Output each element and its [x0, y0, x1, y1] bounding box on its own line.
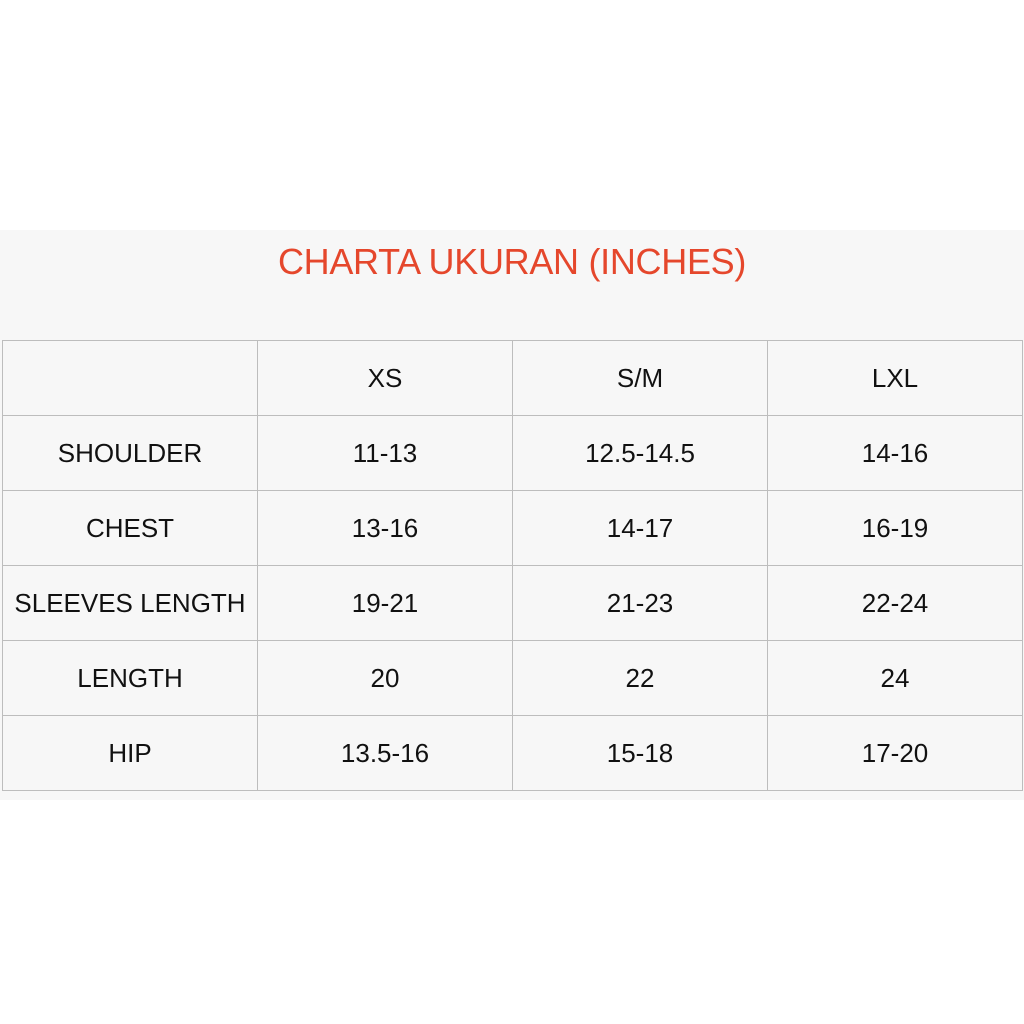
table-cell: 19-21 [258, 566, 513, 641]
table-cell: 15-18 [513, 716, 768, 791]
table-cell: 21-23 [513, 566, 768, 641]
column-header-sm: S/M [513, 341, 768, 416]
row-label-shoulder: SHOULDER [3, 416, 258, 491]
row-label-length: LENGTH [3, 641, 258, 716]
column-header-lxl: LXL [768, 341, 1023, 416]
row-label-sleeves-length: SLEEVES LENGTH [3, 566, 258, 641]
table-header-row [3, 341, 1023, 416]
table-cell: 14-16 [768, 416, 1023, 491]
table-corner-cell [3, 341, 258, 416]
row-label-hip: HIP [3, 716, 258, 791]
table-cell: 17-20 [768, 716, 1023, 791]
table-cell: 22-24 [768, 566, 1023, 641]
table-cell: 12.5-14.5 [513, 416, 768, 491]
table-row [3, 641, 1023, 716]
table-row [3, 566, 1023, 641]
table-cell: 14-17 [513, 491, 768, 566]
table-cell: 22 [513, 641, 768, 716]
table-row [3, 416, 1023, 491]
table-cell: 16-19 [768, 491, 1023, 566]
table-cell: 13.5-16 [258, 716, 513, 791]
table-row [3, 716, 1023, 791]
table-cell: 20 [258, 641, 513, 716]
column-header-xs: XS [258, 341, 513, 416]
size-chart-table [2, 340, 1023, 791]
page-title: CHARTA UKURAN (INCHES) [277, 241, 747, 282]
table-row [3, 491, 1023, 566]
table-cell: 13-16 [258, 491, 513, 566]
table-cell: 11-13 [258, 416, 513, 491]
table-cell: 24 [768, 641, 1023, 716]
row-label-chest: CHEST [3, 491, 258, 566]
